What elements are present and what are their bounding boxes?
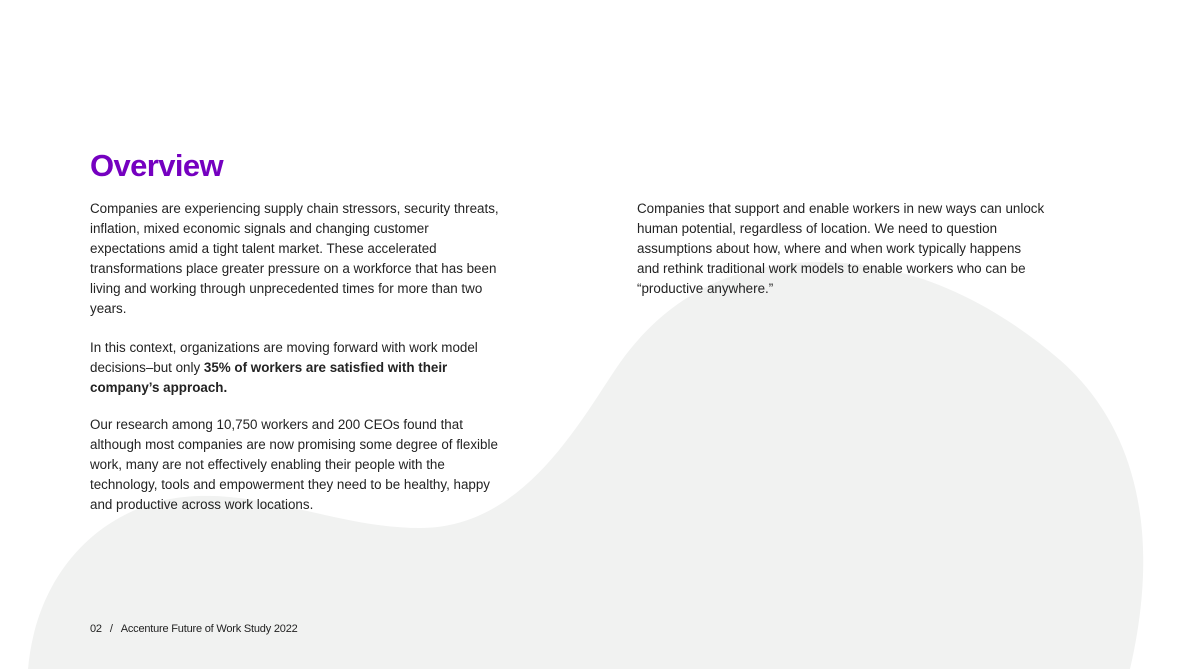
page-number: 02 — [90, 623, 102, 635]
left-paragraph-1: Companies are experiencing supply chain stressors, security threats, inflation, mixed economic signals and changing customer expectations amid a tight talent market. These accelerated transformations place greater pressure on a workforce that has been living and working through unprecedented times for more than two years. — [90, 201, 499, 316]
left-paragraph-3: Our research among 10,750 workers and 200 CEOs found that although most companies are now promising some degree of flexible work, many are not effectively enabling their people with the technology, tools and empowerment they need to be healthy, happy and productive across work locations. — [90, 417, 498, 512]
left-paragraph-2-highlight: 35% of workers are satisfied with their company’s approach. — [90, 360, 448, 395]
page-title: Overview — [90, 148, 224, 183]
left-column — [90, 199, 500, 515]
right-paragraph-1: Companies that support and enable workers in new ways can unlock human potential, regardless of location. We need to question assumptions about how, where and when work typically happens and rethink traditional work models to enable workers who can be “productive anywhere.” — [637, 201, 1045, 296]
page-footer — [90, 621, 298, 637]
footer-separator: / — [109, 623, 113, 635]
left-paragraph-2 — [90, 338, 500, 398]
right-column — [637, 199, 1047, 299]
left-paragraph-2-text: In this context, organizations are moving forward with work model decisions–but only — [90, 340, 478, 375]
publication-title: Accenture Future of Work Study 2022 — [120, 623, 298, 635]
